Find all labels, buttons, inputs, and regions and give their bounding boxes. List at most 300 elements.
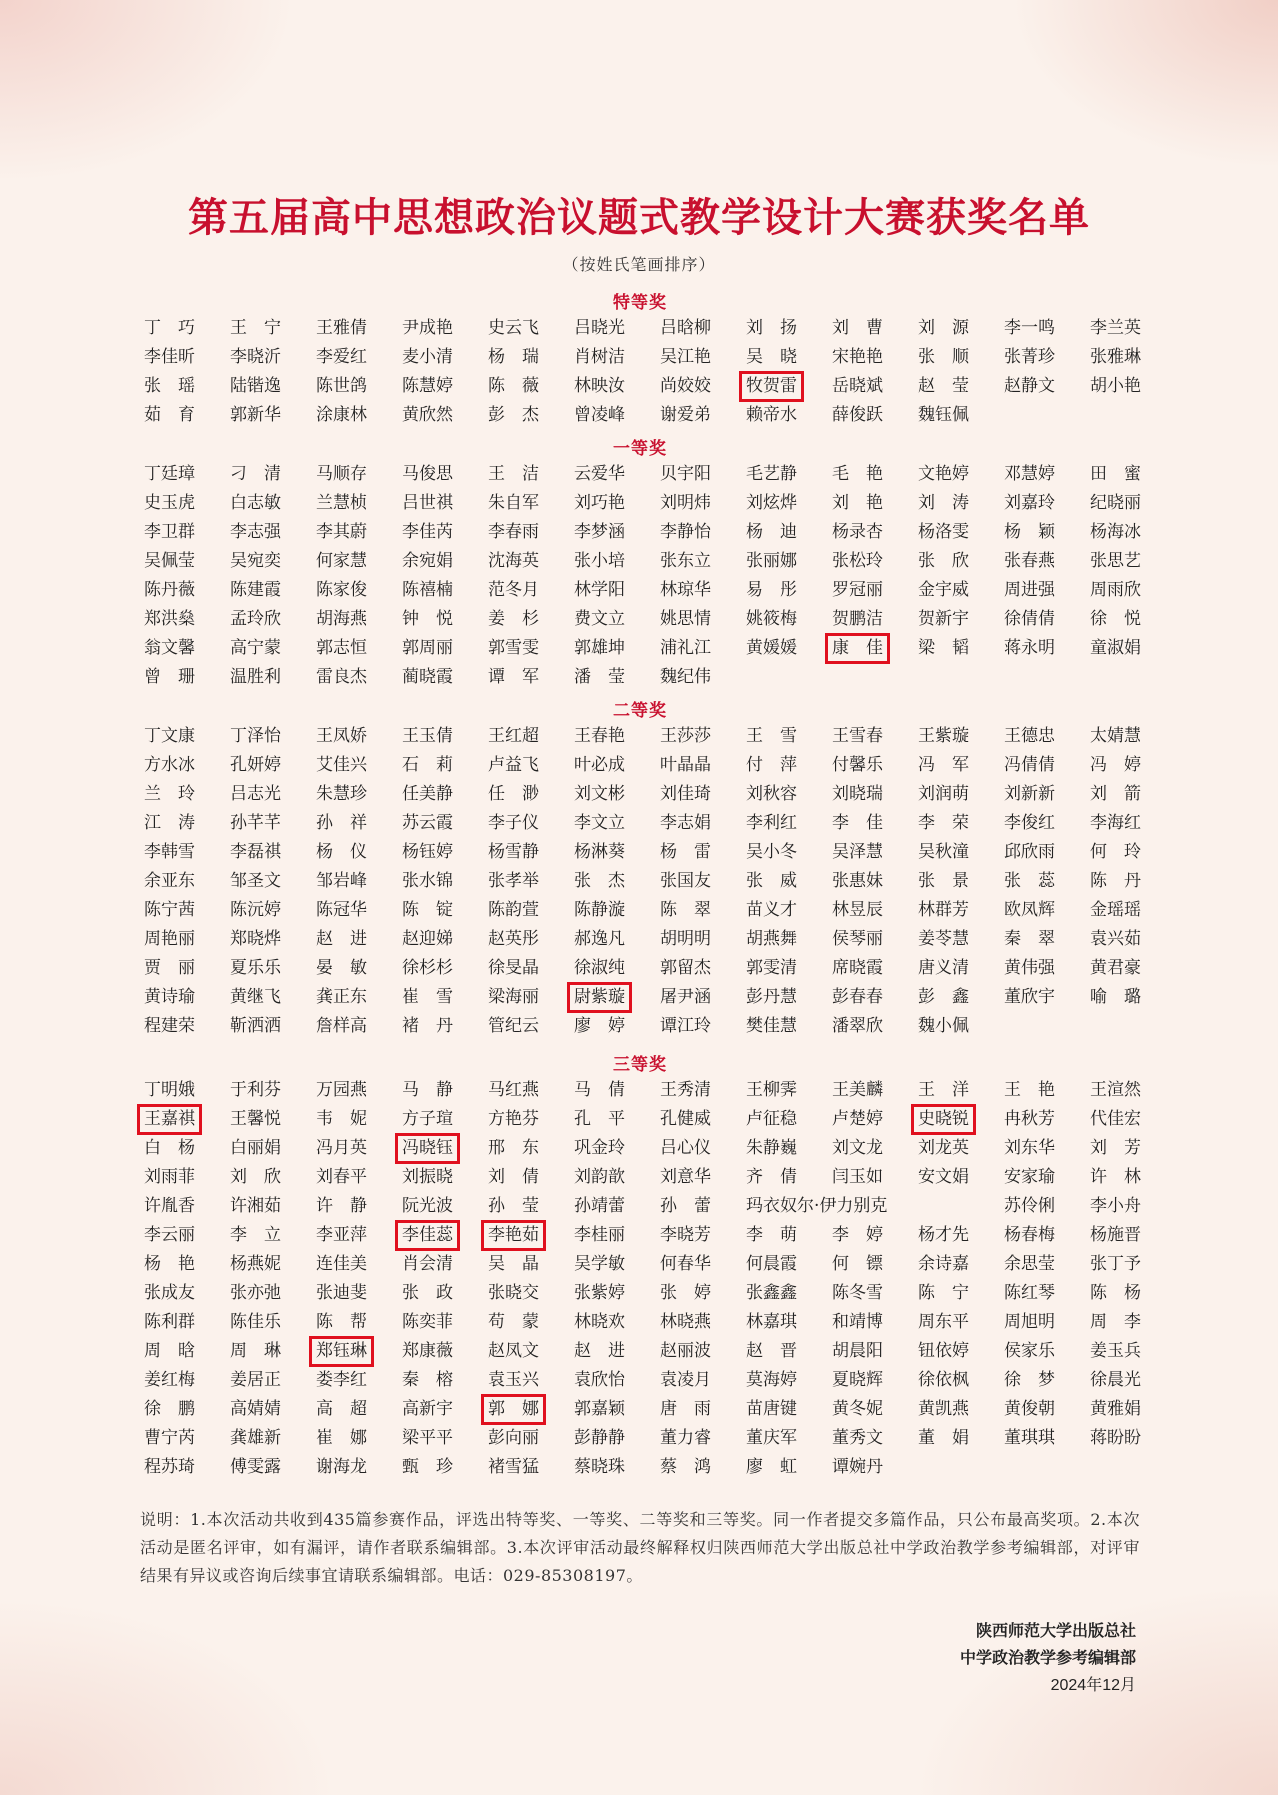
winner-name-text: 蒋永明 xyxy=(1004,638,1055,658)
winner-name xyxy=(742,460,828,489)
winner-name xyxy=(226,1395,312,1424)
winner-name xyxy=(226,547,312,576)
winner-name-text: 吴佩莹 xyxy=(144,551,195,571)
winner-name-text: 太婧慧 xyxy=(1090,726,1141,746)
winner-name-text: 雷良杰 xyxy=(316,667,367,687)
winner-name xyxy=(484,983,570,1012)
winner-name-text: 郭 娜 xyxy=(484,1397,543,1422)
winner-name xyxy=(828,1134,914,1163)
signature-block xyxy=(960,1618,1136,1699)
winner-name xyxy=(312,489,398,518)
winner-name xyxy=(312,343,398,372)
winner-name xyxy=(570,1279,656,1308)
winner-name-text: 张水锦 xyxy=(402,871,453,891)
winner-name xyxy=(140,983,226,1012)
winner-name-text: 马顺存 xyxy=(316,464,367,484)
winner-name xyxy=(226,838,312,867)
section-heading: 特等奖 xyxy=(613,293,667,313)
winner-name xyxy=(570,722,656,751)
winner-name-text: 郭嘉颖 xyxy=(574,1399,625,1419)
winner-name-text: 张 欣 xyxy=(918,551,969,571)
winner-name-text: 李卫群 xyxy=(144,522,195,542)
winner-name xyxy=(656,1308,742,1337)
winner-name-text: 刘雨菲 xyxy=(144,1167,195,1187)
winner-name-text: 刘炫烨 xyxy=(746,493,797,513)
winner-name xyxy=(484,1076,570,1105)
winner-name xyxy=(1000,605,1086,634)
winner-name xyxy=(312,1105,398,1134)
winner-name-text: 董力睿 xyxy=(660,1428,711,1448)
winner-name xyxy=(312,838,398,867)
winner-name-text: 薛俊跃 xyxy=(832,405,883,425)
winner-name xyxy=(656,1134,742,1163)
winner-name-text: 赵丽波 xyxy=(660,1341,711,1361)
winner-name xyxy=(570,460,656,489)
winner-name xyxy=(656,1250,742,1279)
winner-name xyxy=(140,1221,226,1250)
winner-name-text: 陈静漩 xyxy=(574,900,625,920)
winner-name-text: 朱自军 xyxy=(488,493,539,513)
winner-name-text: 陈 帮 xyxy=(316,1312,367,1332)
winner-name-text: 谢海龙 xyxy=(316,1457,367,1477)
winner-name xyxy=(398,460,484,489)
winner-name xyxy=(1000,780,1086,809)
winner-name xyxy=(140,605,226,634)
winner-name-text: 李韩雪 xyxy=(144,842,195,862)
winner-name-text: 李春雨 xyxy=(488,522,539,542)
winner-name xyxy=(398,1424,484,1453)
winner-name xyxy=(1086,518,1172,547)
winner-name-text: 吴 晓 xyxy=(746,347,797,367)
winner-name xyxy=(1000,1424,1086,1453)
winner-name-text: 吴江艳 xyxy=(660,347,711,367)
winner-name-text: 杨淋葵 xyxy=(574,842,625,862)
winner-name xyxy=(656,1163,742,1192)
winner-name-text: 董秀文 xyxy=(832,1428,883,1448)
winner-name-text: 姜玉兵 xyxy=(1090,1341,1141,1361)
winner-name-text: 彭 鑫 xyxy=(918,987,969,1007)
winner-name xyxy=(226,1163,312,1192)
winner-name-text: 卢益飞 xyxy=(488,755,539,775)
winner-name xyxy=(398,576,484,605)
winner-name xyxy=(140,372,226,401)
winner-name-text: 云爱华 xyxy=(574,464,625,484)
winner-name xyxy=(312,372,398,401)
winner-name-text: 黄雅娟 xyxy=(1090,1399,1141,1419)
winner-name-text: 魏纪伟 xyxy=(660,667,711,687)
winner-name xyxy=(914,343,1000,372)
winner-name xyxy=(828,1366,914,1395)
winner-name xyxy=(1000,343,1086,372)
winner-name-highlighted xyxy=(398,1134,484,1163)
winner-name xyxy=(570,751,656,780)
page-subtitle: （按姓氏笔画排序） xyxy=(562,255,716,274)
winner-name-highlighted xyxy=(398,1221,484,1250)
winner-name xyxy=(484,1308,570,1337)
winner-name-text: 管纪云 xyxy=(488,1016,539,1036)
winner-name-text: 尹成艳 xyxy=(402,318,453,338)
winner-name xyxy=(1086,1279,1172,1308)
winner-name-highlighted xyxy=(914,1105,1000,1134)
winner-name-text: 周雨欣 xyxy=(1090,580,1141,600)
winner-name-text: 许湘茹 xyxy=(230,1196,281,1216)
winner-name-text: 刘嘉玲 xyxy=(1004,493,1055,513)
winner-name-text: 李晓沂 xyxy=(230,347,281,367)
winner-name xyxy=(1000,1279,1086,1308)
winner-name-text: 陈冬雪 xyxy=(832,1283,883,1303)
winner-name-text: 魏小佩 xyxy=(918,1016,969,1036)
winner-name xyxy=(656,343,742,372)
winner-name-text: 孙 祥 xyxy=(316,813,367,833)
winner-name-text: 钟 悦 xyxy=(402,609,453,629)
winner-name-text: 史云飞 xyxy=(488,318,539,338)
winner-name-text: 甄 珍 xyxy=(402,1457,453,1477)
winner-name xyxy=(914,1308,1000,1337)
winner-name xyxy=(914,372,1000,401)
winner-name xyxy=(914,838,1000,867)
winner-name xyxy=(140,1453,226,1482)
winner-name xyxy=(828,1163,914,1192)
winner-name xyxy=(312,809,398,838)
winner-name-text: 陈利群 xyxy=(144,1312,195,1332)
winner-name-text: 纪晓丽 xyxy=(1090,493,1141,513)
winner-name xyxy=(226,372,312,401)
winner-name xyxy=(312,1134,398,1163)
winner-name xyxy=(312,925,398,954)
winner-name-text: 张思艺 xyxy=(1090,551,1141,571)
winner-name-text: 李志强 xyxy=(230,522,281,542)
winner-name xyxy=(914,1395,1000,1424)
winner-name-text: 孙芊芊 xyxy=(230,813,281,833)
winner-name-text: 连佳美 xyxy=(316,1254,367,1274)
winner-name-text: 杨雪静 xyxy=(488,842,539,862)
winner-name-text: 江 涛 xyxy=(144,813,195,833)
winner-name xyxy=(1000,809,1086,838)
winner-name-text: 杨燕妮 xyxy=(230,1254,281,1274)
winner-name-text: 吴泽慧 xyxy=(832,842,883,862)
winner-name-text: 胡明明 xyxy=(660,929,711,949)
winner-name xyxy=(398,343,484,372)
winner-name xyxy=(140,722,226,751)
winner-name-text: 金瑶瑶 xyxy=(1090,900,1141,920)
winner-name-text: 刘 艳 xyxy=(832,493,883,513)
section-special-prize xyxy=(140,292,1140,430)
winner-name xyxy=(570,343,656,372)
winner-name-text: 李兰英 xyxy=(1090,318,1141,338)
winner-name xyxy=(656,401,742,430)
winner-name xyxy=(312,1279,398,1308)
winner-name-text: 李桂丽 xyxy=(574,1225,625,1245)
winner-name-text: 金宇威 xyxy=(918,580,969,600)
name-grid xyxy=(140,722,1140,1041)
winner-name-text: 赵静文 xyxy=(1004,376,1055,396)
winner-name xyxy=(656,780,742,809)
winner-name-text: 张丁予 xyxy=(1090,1254,1141,1274)
winner-name xyxy=(484,838,570,867)
winner-name xyxy=(656,1337,742,1366)
winner-name xyxy=(914,518,1000,547)
winner-name xyxy=(1000,1308,1086,1337)
winner-name-text: 何晨霞 xyxy=(746,1254,797,1274)
winner-name xyxy=(914,1163,1000,1192)
winner-name-text: 刘 曹 xyxy=(832,318,883,338)
winner-name xyxy=(914,1337,1000,1366)
winner-name-text: 秦 翠 xyxy=(1004,929,1055,949)
winner-name-text: 张 景 xyxy=(918,871,969,891)
winner-name xyxy=(398,751,484,780)
winner-name-text: 曹宁芮 xyxy=(144,1428,195,1448)
winner-name xyxy=(484,663,570,692)
winner-name-text: 刘巧艳 xyxy=(574,493,625,513)
winner-name xyxy=(398,547,484,576)
winner-name xyxy=(484,489,570,518)
winner-name-text: 王雅倩 xyxy=(316,318,367,338)
winner-name-text: 方水冰 xyxy=(144,755,195,775)
winner-name xyxy=(1000,518,1086,547)
winner-name-text: 朱静巍 xyxy=(746,1138,797,1158)
winner-name xyxy=(1086,954,1172,983)
winner-name-text: 安文娟 xyxy=(918,1167,969,1187)
winner-name-text: 张雅琳 xyxy=(1090,347,1141,367)
winner-name-text: 张 杰 xyxy=(574,871,625,891)
winner-name-text: 郑钰琳 xyxy=(312,1339,371,1364)
winner-name xyxy=(226,896,312,925)
winner-name-text: 陈 锭 xyxy=(402,900,453,920)
winner-name-text: 钮依婷 xyxy=(918,1341,969,1361)
winner-name-text: 张春燕 xyxy=(1004,551,1055,571)
winner-name xyxy=(914,1366,1000,1395)
winner-name-text: 李磊祺 xyxy=(230,842,281,862)
winner-name-text: 陈 宁 xyxy=(918,1283,969,1303)
winner-name xyxy=(742,343,828,372)
signature-date: 2024年12月 xyxy=(1050,1677,1136,1694)
winner-name-text: 杨 颖 xyxy=(1004,522,1055,542)
winner-name-text: 王莎莎 xyxy=(660,726,711,746)
winner-name xyxy=(226,1076,312,1105)
winner-name-text: 彭静静 xyxy=(574,1428,625,1448)
winner-name-text: 唐义清 xyxy=(918,958,969,978)
winner-name xyxy=(312,1012,398,1041)
winner-name xyxy=(1086,576,1172,605)
winner-name xyxy=(226,722,312,751)
winner-name xyxy=(312,547,398,576)
winner-name xyxy=(226,780,312,809)
winner-name-text: 杨施晋 xyxy=(1090,1225,1141,1245)
winner-name xyxy=(484,722,570,751)
winner-name xyxy=(484,1134,570,1163)
winner-name xyxy=(742,518,828,547)
winner-name-text: 陈 翠 xyxy=(660,900,711,920)
winner-name-text: 徐旻晶 xyxy=(488,958,539,978)
winner-name-text: 胡小艳 xyxy=(1090,376,1141,396)
winner-name xyxy=(140,401,226,430)
winner-name xyxy=(1086,896,1172,925)
winner-name-text: 兰 玲 xyxy=(144,784,195,804)
winner-name xyxy=(140,1279,226,1308)
winner-name xyxy=(742,1308,828,1337)
winner-name-text: 石 莉 xyxy=(402,755,453,775)
winner-name-text: 杨海冰 xyxy=(1090,522,1141,542)
winner-name xyxy=(570,867,656,896)
winner-name-text: 董 娟 xyxy=(918,1428,969,1448)
winner-name-text: 姚筱梅 xyxy=(746,609,797,629)
winner-name-text: 肖会清 xyxy=(402,1254,453,1274)
winner-name-text: 马 静 xyxy=(402,1080,453,1100)
winner-name xyxy=(828,343,914,372)
section-heading: 三等奖 xyxy=(613,1055,667,1075)
winner-name-text: 刘 扬 xyxy=(746,318,797,338)
winner-name xyxy=(1086,780,1172,809)
winner-name-text: 李 萌 xyxy=(746,1225,797,1245)
winner-name xyxy=(484,1424,570,1453)
winner-name xyxy=(914,1424,1000,1453)
winner-name xyxy=(828,547,914,576)
winner-name-text: 杨洛雯 xyxy=(918,522,969,542)
winner-name-text: 刘 芳 xyxy=(1090,1138,1141,1158)
winner-name-text: 彭春春 xyxy=(832,987,883,1007)
winner-name-text: 徐倩倩 xyxy=(1004,609,1055,629)
winner-name xyxy=(1086,751,1172,780)
winner-name-text: 许 静 xyxy=(316,1196,367,1216)
winner-name-text: 刁 清 xyxy=(230,464,281,484)
winner-name-text: 张小培 xyxy=(574,551,625,571)
winner-name xyxy=(828,1453,914,1482)
winner-name-highlighted xyxy=(742,372,828,401)
winner-name xyxy=(656,1105,742,1134)
winner-name-text: 陈丹薇 xyxy=(144,580,195,600)
winner-name-text: 徐 悦 xyxy=(1090,609,1141,629)
winner-name-text: 方子瑄 xyxy=(402,1109,453,1129)
winner-name xyxy=(742,489,828,518)
winner-name xyxy=(914,605,1000,634)
winner-name xyxy=(742,547,828,576)
winner-name-text: 李海红 xyxy=(1090,813,1141,833)
winner-name xyxy=(140,925,226,954)
winner-name-text: 程苏琦 xyxy=(144,1457,195,1477)
winner-name xyxy=(828,489,914,518)
winner-name-text: 郭雪雯 xyxy=(488,638,539,658)
winner-name-text: 史玉虎 xyxy=(144,493,195,513)
winner-name xyxy=(742,983,828,1012)
winner-name xyxy=(742,838,828,867)
name-grid xyxy=(140,460,1140,692)
winner-name-text: 翁文馨 xyxy=(144,638,195,658)
winner-name xyxy=(1000,896,1086,925)
winner-name-text: 赵凤文 xyxy=(488,1341,539,1361)
winner-name xyxy=(828,838,914,867)
winner-name xyxy=(398,401,484,430)
winner-name xyxy=(742,605,828,634)
winner-name-text: 梁平平 xyxy=(402,1428,453,1448)
winner-name-text: 王 艳 xyxy=(1004,1080,1055,1100)
winner-name xyxy=(828,1221,914,1250)
winner-name-text: 傅雯露 xyxy=(230,1457,281,1477)
winner-name-text: 吴小冬 xyxy=(746,842,797,862)
winner-name-text: 刘振晓 xyxy=(402,1167,453,1187)
winner-name xyxy=(656,838,742,867)
winner-name-text: 邓慧婷 xyxy=(1004,464,1055,484)
winner-name xyxy=(656,634,742,663)
winner-name xyxy=(312,867,398,896)
winner-name xyxy=(1086,372,1172,401)
winner-name xyxy=(742,1105,828,1134)
winner-name xyxy=(1000,576,1086,605)
winner-name-text: 吴秋潼 xyxy=(918,842,969,862)
winner-name xyxy=(226,1424,312,1453)
winner-name-text: 张国友 xyxy=(660,871,711,891)
winner-name xyxy=(656,1453,742,1482)
winner-name-text: 郭志恒 xyxy=(316,638,367,658)
winner-name xyxy=(1000,489,1086,518)
winner-name xyxy=(226,1308,312,1337)
winner-name-text: 程建荣 xyxy=(144,1016,195,1036)
winner-name xyxy=(226,1279,312,1308)
winner-name-text: 林琼华 xyxy=(660,580,711,600)
winner-name-text: 张晓交 xyxy=(488,1283,539,1303)
winner-name-text: 史晓锐 xyxy=(914,1107,973,1132)
winner-name-text: 刘 倩 xyxy=(488,1167,539,1187)
winner-name-text: 王 雪 xyxy=(746,726,797,746)
winner-name xyxy=(742,896,828,925)
winner-name-text: 李 立 xyxy=(230,1225,281,1245)
winner-name-text: 徐淑纯 xyxy=(574,958,625,978)
winner-name-text: 杨钰婷 xyxy=(402,842,453,862)
winner-name xyxy=(742,722,828,751)
winner-name-text: 余诗嘉 xyxy=(918,1254,969,1274)
winner-name xyxy=(312,722,398,751)
winner-name xyxy=(828,1012,914,1041)
winner-name xyxy=(656,722,742,751)
signature-org-editorial: 中学政治教学参考编辑部 xyxy=(959,1650,1136,1667)
winner-name xyxy=(1000,983,1086,1012)
winner-name-text: 李志娟 xyxy=(660,813,711,833)
winner-name xyxy=(398,954,484,983)
winner-name-text: 王红超 xyxy=(488,726,539,746)
winner-name-text: 刘秋容 xyxy=(746,784,797,804)
winner-name xyxy=(828,314,914,343)
winner-name-text: 夏乐乐 xyxy=(230,958,281,978)
winner-name xyxy=(140,838,226,867)
winner-name xyxy=(914,576,1000,605)
winner-name-text: 丁明娥 xyxy=(144,1080,195,1100)
winner-name-text: 马红燕 xyxy=(488,1080,539,1100)
winner-name-text: 王馨悦 xyxy=(230,1109,281,1129)
winner-name-text: 孙 莹 xyxy=(488,1196,539,1216)
winner-name-text: 王嘉祺 xyxy=(140,1107,199,1132)
winner-name-text: 邱欣雨 xyxy=(1004,842,1055,862)
winner-name xyxy=(484,1453,570,1482)
winner-name-highlighted xyxy=(484,1221,570,1250)
winner-name-text: 于利芬 xyxy=(230,1080,281,1100)
winner-name xyxy=(1000,634,1086,663)
winner-name-text: 王雪春 xyxy=(832,726,883,746)
winner-name xyxy=(828,1424,914,1453)
winner-name xyxy=(828,1076,914,1105)
winner-name xyxy=(828,867,914,896)
winner-name xyxy=(570,780,656,809)
winner-name xyxy=(226,925,312,954)
winner-name-text: 温胜利 xyxy=(230,667,281,687)
winner-name-text: 何家慧 xyxy=(316,551,367,571)
winner-name-text: 谢爱弟 xyxy=(660,405,711,425)
winner-name xyxy=(312,1424,398,1453)
winner-name xyxy=(828,1395,914,1424)
winner-name xyxy=(140,896,226,925)
winner-name xyxy=(570,1366,656,1395)
winner-name xyxy=(484,343,570,372)
winner-name-text: 冉秋芳 xyxy=(1004,1109,1055,1129)
winner-name xyxy=(656,983,742,1012)
